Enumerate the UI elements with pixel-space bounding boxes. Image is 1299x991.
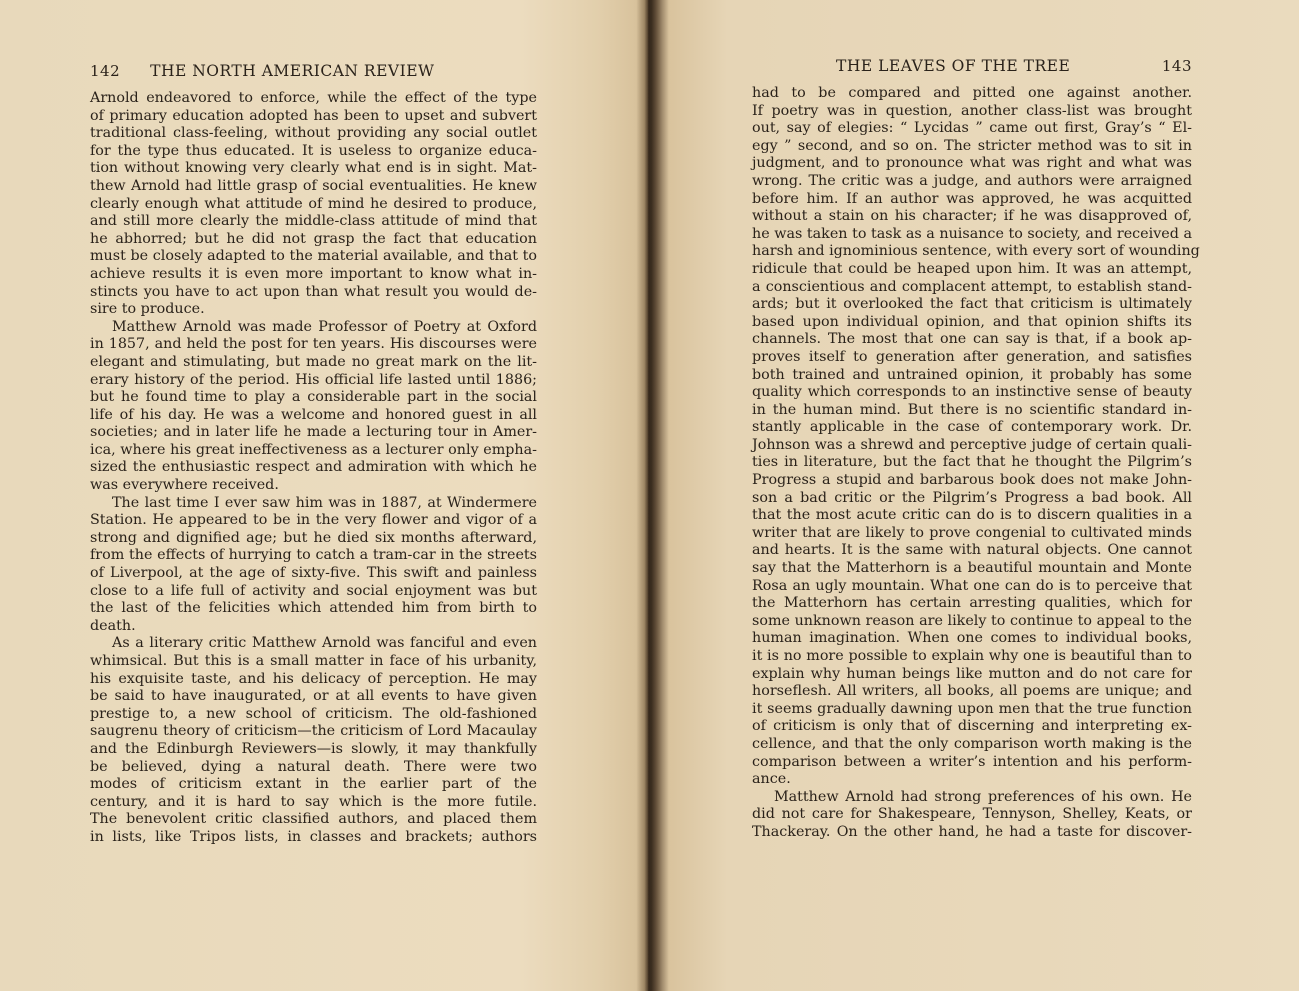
text-line: societies; and in later life he made a lecturing tour in Amer- [90,424,537,441]
text-line: before him. If an author was approved, he was acquitted [752,190,1192,207]
text-line: some unknown reason are likely to continue to appeal to the [752,612,1192,629]
text-line: clearly enough what attitude of mind he desired to produce, [90,195,537,212]
text-line: explain why human beings like mutton and do not care for [752,665,1192,682]
text-line: whimsical. But this is a small matter in face of his urbanity, [90,653,537,669]
page-number: 143 [1161,57,1192,75]
text-line: the Matterhorn has certain arresting qualities, which for [752,595,1192,612]
text-line: If poetry was in question, another class-list was brought [752,102,1192,119]
running-head-title: THE LEAVES OF THE TREE [836,57,1071,75]
running-head-title: THE NORTH AMERICAN REVIEW [150,62,435,80]
text-line: saugrenu theory of criticism—the criticism of Lord Macaulay [90,723,537,740]
text-line: horseflesh. All writers, all books, all poems are unique; and [752,683,1192,700]
text-line: stincts you have to act upon than what result you would de- [90,283,537,300]
text-line: but he found time to play a considerable part in the social [90,389,537,406]
text-line: Matthew Arnold was made Professor of Poetry at Oxford [112,318,537,335]
text-line: egy ” second, and so on. The stricter method was to sit in [752,137,1192,154]
text-line: did not care for Shakespeare, Tennyson, Shelley, Keats, or [752,806,1192,823]
text-line: from the effects of hurrying to catch a tram-car in the streets [90,547,537,564]
text-line: be believed, dying a natural death. There were two [90,758,537,775]
text-line: ties in literature, but the fact that he thought the Pilgrim’s [752,454,1192,471]
text-line: based upon individual opinion, and that opinion shifts its [752,313,1192,330]
text-line: strong and dignified age; but he died six months afterward, [90,529,537,546]
text-line: cellence, and that the only comparison worth making is the [752,735,1192,752]
text-line: out, say of elegies: “ Lycidas ” came out first, Gray’s “ El- [752,120,1192,137]
text-line: proves itself to generation after generation, and satisfies [752,348,1192,365]
text-line: channels. The most that one can say is that, if a book ap- [752,331,1192,348]
text-line: both trained and untrained opinion, it probably has some [752,366,1192,383]
text-line: sire to produce. [90,301,205,318]
text-line: it seems gradually dawning upon men that the true function [752,700,1192,717]
text-line: Station. He appeared to be in the very flower and vigor of a [90,512,537,529]
text-line: prestige to, a new school of criticism. The old-fashioned [90,705,537,722]
text-line: The benevolent critic classified authors, and placed them [90,811,537,828]
text-line: he was taken to task as a nuisance to society, and received a [752,225,1192,242]
text-line: in 1857, and held the post for ten years. His discourses were [90,336,537,353]
text-line: his exquisite taste, and his delicacy of perception. He may [90,670,537,687]
text-line: stantly applicable in the case of contemporary work. Dr. [752,419,1192,436]
text-line: Thackeray. On the other hand, he had a taste for discover- [752,823,1192,840]
text-line: for the type thus educated. It is useless to organize educa- [90,142,537,159]
right-running-head [752,57,1192,75]
text-line: it is no more possible to explain why one is beautiful than to [752,648,1192,664]
text-line: the last of the felicities which attended him from birth to [90,600,537,617]
text-line: life of his day. He was a welcome and honored guest in all [90,406,537,423]
text-line: and the Edinburgh Reviewers—is slowly, it may thankfully [90,740,537,757]
text-line: modes of criticism extant in the earlier part of the [90,776,537,793]
text-line: sized the enthusiastic respect and admiration with which he [90,459,537,476]
text-line: and still more clearly the middle-class attitude of mind that [90,213,537,230]
text-line: say that the Matterhorn is a beautiful mountain and Monte [752,560,1192,577]
text-line: without a stain on his character; if he was disapproved of, [752,208,1192,225]
text-line: writer that are likely to prove congenial to cultivated minds [752,524,1192,541]
text-line: in lists, like Tripos lists, in classes and brackets; authors [90,828,537,845]
text-line: of primary education adopted has been to upset and subvert [90,107,537,124]
right-body-text [752,85,1200,842]
text-line: Johnson was a shrewd and perceptive judge of certain quali- [752,436,1192,453]
text-line: a conscientious and complacent attempt, to establish stand- [752,278,1192,295]
text-line: century, and it is hard to say which is the more futile. [90,793,537,810]
left-running-head [90,62,537,80]
text-line: wrong. The critic was a judge, and authors were arraigned [752,172,1192,189]
text-line: Matthew Arnold had strong preferences of his own. He [774,788,1192,805]
text-line: As a literary critic Matthew Arnold was fanciful and even [112,635,537,652]
left-body-text [90,90,537,847]
text-line: erary history of the period. His official life lasted until 1886; [90,371,537,388]
text-line: elegant and stimulating, but made no great mark on the lit- [90,353,537,370]
text-line: son a bad critic or the Pilgrim’s Progress a bad book. All [752,489,1192,506]
text-line: was everywhere received. [90,477,279,494]
left-page [0,0,649,991]
text-line: Progress a stupid and barbarous book does not make John- [752,472,1192,489]
text-line: tion without knowing very clearly what end is in sight. Mat- [90,160,537,177]
text-line: of criticism is only that of discerning and interpreting ex- [752,718,1192,735]
text-line: harsh and ignominious sentence, with every sort of wounding [752,243,1200,260]
text-line: he abhorred; but he did not grasp the fact that education [90,230,537,247]
text-line: be said to have inaugurated, or at all events to have given [90,688,537,705]
text-line: had to be compared and pitted one against another. [752,85,1192,101]
text-line: ridicule that could be heaped upon him. It was an attempt, [752,260,1192,277]
text-line: death. [90,617,136,634]
text-line: Rosa an ugly mountain. What one can do is to perceive that [752,577,1192,594]
text-line: ica, where his great ineffectiveness as a lecturer only empha- [90,441,537,458]
text-line: quality which corresponds to an instinctive sense of beauty [752,384,1192,401]
text-line: and hearts. It is the same with natural objects. One cannot [752,542,1192,559]
text-line: judgment, and to pronounce what was right and what was [752,155,1192,172]
text-line: must be closely adapted to the material available, and that to [90,248,537,265]
text-line: that the most acute critic can do is to discern qualities in a [752,507,1192,524]
text-line: comparison between a writer’s intention and his perform- [752,753,1192,770]
text-line: The last time I ever saw him was in 1887, at Windermere [112,494,537,511]
text-line: thew Arnold had little grasp of social eventualities. He knew [90,177,537,194]
text-line: human imagination. When one comes to individual books, [752,630,1192,647]
text-line: Arnold endeavored to enforce, while the effect of the type [90,90,537,106]
text-line: in the human mind. But there is no scientific standard in- [752,401,1192,418]
page-number: 142 [90,62,121,80]
right-page [649,0,1298,991]
text-line: close to a life full of activity and social enjoyment was but [90,582,537,599]
text-line: achieve results it is even more important to know what in- [90,265,537,282]
text-line: of Liverpool, at the age of sixty-five. This swift and painless [90,565,537,582]
text-line: traditional class-feeling, without providing any social outlet [90,125,537,142]
text-line: ards; but it overlooked the fact that criticism is ultimately [752,296,1192,313]
text-line: ance. [752,771,791,788]
